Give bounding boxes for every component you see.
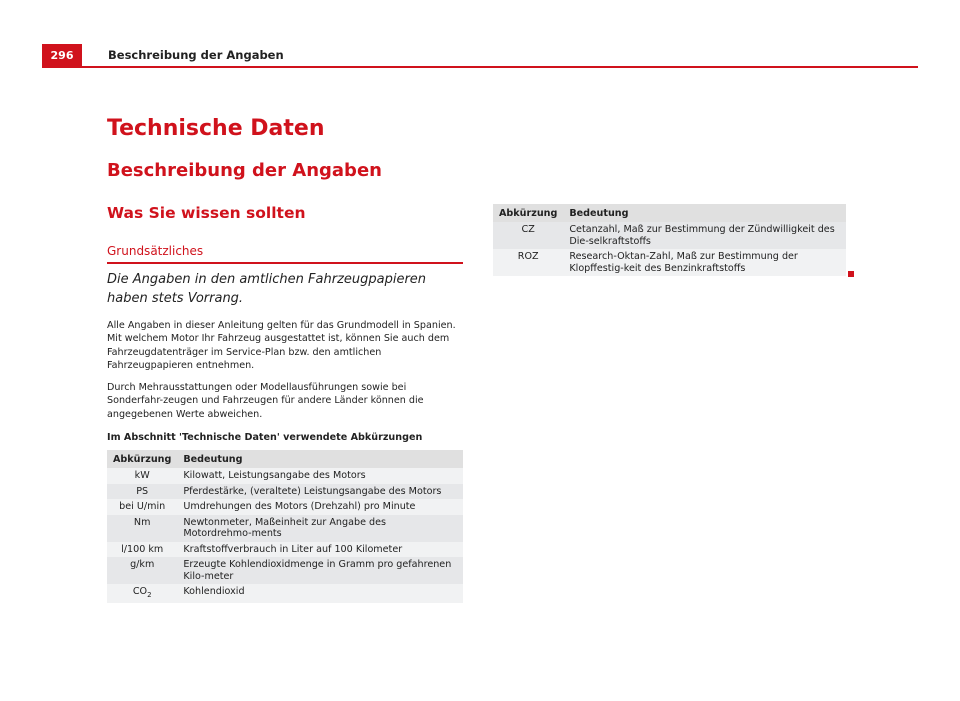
meaning-cell: Cetanzahl, Maß zur Bestimmung der Zündwilligkeit des Die-selkraftstoffs <box>563 222 846 249</box>
abbreviation-cell: bei U/min <box>107 499 177 515</box>
subsection-title: Was Sie wissen sollten <box>107 204 306 222</box>
table-row <box>107 542 463 558</box>
page-header <box>42 44 918 68</box>
column-header-abbreviation: Abkürzung <box>107 450 177 468</box>
column-header-abbreviation: Abkürzung <box>493 204 563 222</box>
meaning-cell: Kilowatt, Leistungsangabe des Motors <box>177 468 463 484</box>
meaning-cell: Newtonmeter, Maßeinheit zur Angabe des Motordrehmo-ments <box>177 515 463 542</box>
table-row <box>107 557 463 584</box>
page-number: 296 <box>42 44 82 66</box>
abbreviation-text: CO <box>132 586 148 597</box>
chapter-title: Technische Daten <box>107 116 325 141</box>
meaning-cell: Research-Oktan-Zahl, Maß zur Bestimmung der Klopffestig-keit des Benzinkraftstoffs <box>563 249 846 276</box>
meaning-cell: Kohlendioxid <box>177 584 463 603</box>
intro-text: Die Angaben in den amtlichen Fahrzeugpapieren haben stets Vorrang. <box>107 272 427 306</box>
table-row <box>107 468 463 484</box>
abbreviation-cell: l/100 km <box>107 542 177 558</box>
table-row <box>107 515 463 542</box>
column-header-meaning: Bedeutung <box>563 204 846 222</box>
paragraph: Alle Angaben in dieser Anleitung gelten für das Grundmodell in Spanien. Mit welchem Motor Ihr Fahrzeug ausgestattet ist, können Sie auch dem Fahrzeugdatenträger im Service-Plan bzw. den amtlichen Fahrzeugpapieren entnehmen. <box>107 320 456 372</box>
meaning-cell: Kraftstoffverbrauch in Liter auf 100 Kilometer <box>177 542 463 558</box>
table-row <box>493 249 846 276</box>
abbreviations-heading: Im Abschnitt 'Technische Daten' verwendete Abkürzungen <box>107 432 423 443</box>
meaning-cell: Pferdestärke, (veraltete) Leistungsangabe des Motors <box>177 484 463 500</box>
abbreviations-table-continued <box>493 204 846 276</box>
subscript: 2 <box>147 590 152 599</box>
abbreviation-cell <box>107 584 177 603</box>
column-header-meaning: Bedeutung <box>177 450 463 468</box>
abbreviation-cell: ROZ <box>493 249 563 276</box>
abbreviation-cell: CZ <box>493 222 563 249</box>
abbreviation-cell: g/km <box>107 557 177 584</box>
abbreviation-cell: kW <box>107 468 177 484</box>
section-end-marker <box>848 271 854 277</box>
abbreviation-cell: PS <box>107 484 177 500</box>
table-row <box>107 484 463 500</box>
topic-heading: Grundsätzliches <box>107 244 463 264</box>
section-title: Beschreibung der Angaben <box>107 160 382 181</box>
paragraph: Durch Mehrausstattungen oder Modellausführungen sowie bei Sonderfahr-zeugen und Fahrzeugen für andere Länder können die angegebenen Werte abweichen. <box>107 382 424 420</box>
header-title: Beschreibung der Angaben <box>108 48 284 62</box>
meaning-cell: Umdrehungen des Motors (Drehzahl) pro Minute <box>177 499 463 515</box>
table-header-row <box>107 450 463 468</box>
meaning-cell: Erzeugte Kohlendioxidmenge in Gramm pro gefahrenen Kilo-meter <box>177 557 463 584</box>
abbreviations-table <box>107 450 463 603</box>
abbreviation-cell: Nm <box>107 515 177 542</box>
table-header-row <box>493 204 846 222</box>
table-row <box>493 222 846 249</box>
table-row <box>107 584 463 603</box>
table-row <box>107 499 463 515</box>
